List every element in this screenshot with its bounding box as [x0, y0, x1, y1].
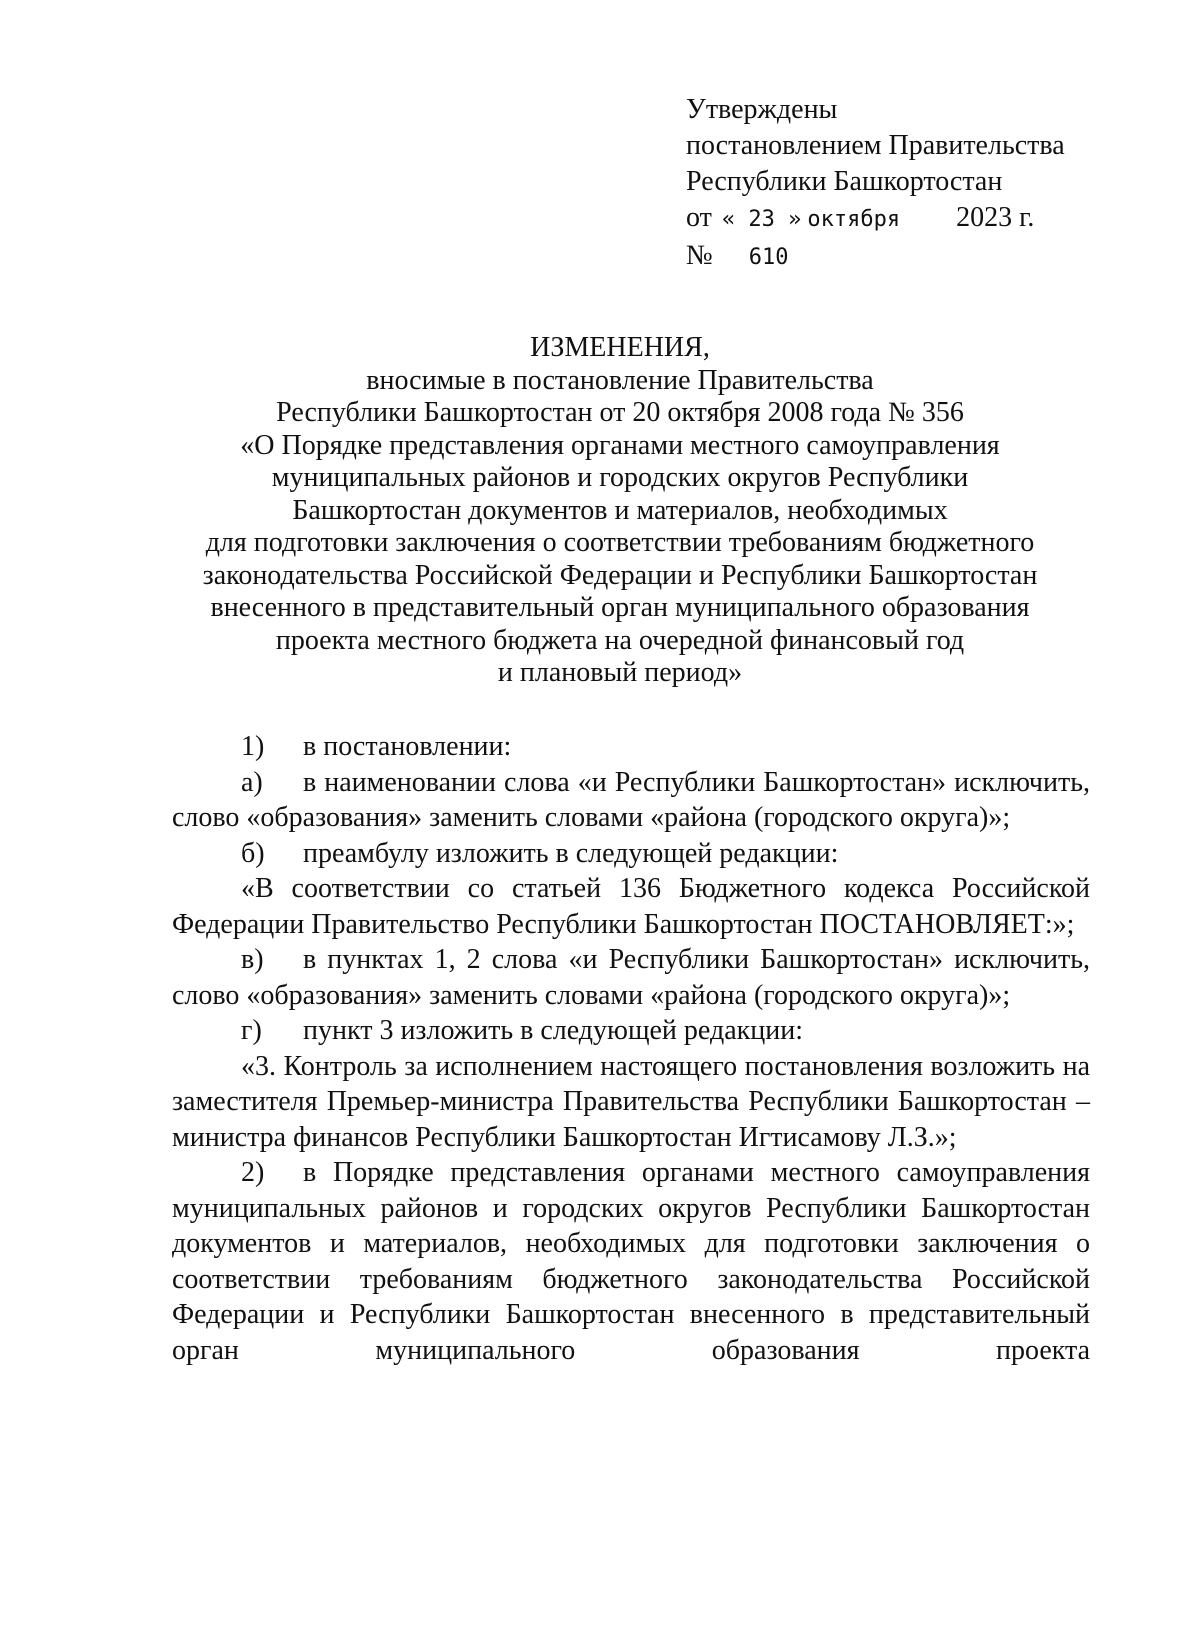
title-line: проекта местного бюджета на очередной финансовый год — [275, 624, 965, 656]
document-body — [172, 729, 1090, 1368]
item-b-text: преамбулу изложить в следующей редакции: — [303, 837, 839, 869]
title-line: внесенного в представительный орган муниципального образования — [210, 592, 1030, 623]
title-line: для подготовки заключения о соответствии требованиям бюджетного — [205, 527, 1035, 558]
date-prefix: от — [686, 202, 712, 233]
title-heading: ИЗМЕНЕНИЯ, — [530, 332, 710, 363]
item-a — [172, 765, 1090, 836]
item-g-marker: г) — [241, 1015, 262, 1046]
item-b — [172, 836, 1090, 872]
title-line: законодательства Российской Федерации и Республики Башкортостан — [202, 559, 1038, 591]
title-line: и плановый период» — [497, 657, 743, 688]
title-line: Башкортостан документов и материалов, необходимых — [292, 494, 948, 526]
title-block — [160, 332, 1080, 690]
item-b-marker: б) — [241, 837, 265, 869]
title-line: муниципальных районов и городских округов Республики — [271, 462, 969, 493]
item-1 — [172, 729, 1090, 765]
approval-date-line — [686, 200, 1106, 238]
date-day: « 23 » — [721, 207, 802, 232]
item-1-marker: 1) — [241, 731, 265, 762]
date-year: 2023 г. — [956, 202, 1035, 233]
title-line: Республики Башкортостан от 20 октября 2008 года № 356 — [276, 397, 964, 428]
item-v — [172, 942, 1090, 1013]
item-g-quote: «3. Контроль за исполнением настоящего постановления возложить на заместителя Премьер-министра Правительства Республики Башкортостан – министра финансов Республики Башкортостан Игтисамову Л.З.»; — [172, 1050, 1090, 1153]
number-value: 610 — [748, 245, 789, 270]
item-v-marker: в) — [241, 944, 264, 975]
item-g-text: пункт 3 изложить в следующей редакции: — [303, 1015, 803, 1046]
item-2-text: в Порядке представления органами местного самоуправления муниципальных районов и городских округов Республики Башкортостан документов и материалов, необходимых для подготовки заключения о соответствии требованиям бюджетного законодательства Российской Федерации и Республики Башкортостан внесенного в представительный орган муниципального образования проекта — [172, 1157, 1090, 1366]
item-2 — [172, 1155, 1090, 1368]
number-prefix: № — [686, 240, 713, 271]
approval-number-line — [686, 238, 1106, 276]
item-g — [172, 1013, 1090, 1049]
item-a-marker: а) — [241, 766, 263, 798]
approval-line-approved: Утверждены — [686, 94, 838, 125]
date-month: октября — [807, 207, 901, 232]
approval-line-resolution: постановлением Правительства — [686, 130, 1065, 161]
item-2-marker: 2) — [241, 1157, 265, 1188]
title-line: «О Порядке представления органами местного самоуправления — [240, 429, 1000, 461]
item-b-quote: «В соответствии со статьей 136 Бюджетного кодекса Российской Федерации Правительство Республики Башкортостан ПОСТАНОВЛЯЕТ:»; — [172, 873, 1090, 940]
item-a-text: в наименовании слова «и Республики Башкортостан» исключить, слово «образования» заменить словами «района (городского округа)»; — [172, 766, 1090, 833]
item-v-text: в пунктах 1, 2 слова «и Республики Башкортостан» исключить, слово «образования» заменить словами «района (городского округа)»; — [172, 944, 1090, 1011]
approval-line-republic: Республики Башкортостан — [686, 166, 1003, 197]
item-1-text: в постановлении: — [303, 731, 512, 762]
approval-block — [686, 92, 1106, 276]
title-line: вносимые в постановление Правительства — [366, 364, 874, 396]
